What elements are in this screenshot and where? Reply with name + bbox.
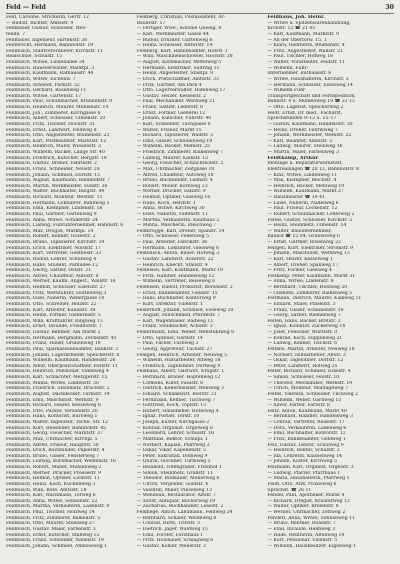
directory-entry: — Ludwig, Pfarrer, Pfarrhaus 1 — [267, 470, 341, 476]
directory-entry: — Ignaz, Konditor, Zuckerweg 14 — [267, 324, 346, 330]
directory-entry: Feldbusch, Anton, Bauer, Hofweg 3 — [136, 251, 220, 257]
directory-entry: Feldbusch, Ernst, Landwirt, Feldweg 8 — [6, 127, 97, 133]
directory-entry: Feldbusch, Karl, Postbeamter, Marktstr. 12 — [6, 138, 107, 144]
directory-entry: Feldbusch, Adolf, Oberpostschaffner, Poststr. 11 — [6, 363, 118, 369]
directory-entry: — Simon, Steinmetz, Grabstr. 11 — [136, 470, 213, 476]
directory-entry: — Martin, Maler, Farbenweg 3 — [267, 150, 339, 155]
directory-entry: Feldbusch, Witwe, Gartenstr. 17 — [6, 93, 82, 99]
directory-entry: — Wilhelm Fuhr — [267, 88, 306, 94]
directory-entry: Feldbusch, Albert, Schlosser, Ulmenstr. 20 — [6, 116, 106, 122]
directory-entry: — Josef, Fleischer, Wurststr. 9 — [267, 330, 338, 335]
directory-entry: Feldbusch, Alfred, Chauffeur, Autostr. 8 — [6, 273, 99, 279]
directory-entry: — Konrad, Organist, Orgelweg 8 — [136, 425, 213, 431]
directory-entry: — Alfred, Chauffeur, Autoweg 18 — [136, 172, 214, 178]
directory-entry: — Otto, Spinner, Garnstr. 14 — [136, 335, 203, 341]
directory-entry: Feldbusch, Elise, Näherin, Webergasse 10 — [6, 296, 105, 302]
directory-entry: — Gottfried, Koch, Topfstr. 15 — [136, 403, 207, 409]
directory-entry: Feldbusch, Fritz, Tischler, Hochstr. 31 — [6, 121, 95, 127]
directory-entry: — Johann, Werkmeister, Werkstr. 22 — [267, 133, 352, 139]
directory-entry: Feldbusch, Erich, Buchbinder, Papierstr. 4 — [6, 448, 105, 454]
directory-entry: — Paul, Friseur, Lockenstr. 12 — [267, 206, 338, 212]
directory-entry: — Konrad, Koch, Suppenweg 21 — [267, 335, 343, 341]
directory-entry: — Ignaz, Portier, Torstr. 10 — [136, 414, 200, 420]
directory-entry: — Ernst, Former, Gießerei 12 — [136, 110, 206, 116]
directory-entry: — Emil, Förster, Forsthaus 1 — [136, 532, 204, 538]
directory-entry: — Karl, Werkmeister, Gasse 44 — [136, 31, 209, 37]
directory-entry: Feldbusch, Gerhard, Rosenweg 11 — [6, 88, 87, 94]
directory-entry: Feldbusch, Willi, Kraftfahrer, Ringweg 13 — [6, 318, 103, 324]
directory-entry: Feldbusch, Otto, Angestellter, Blumenstr. 23 — [6, 133, 110, 139]
directory-entry: — Gustav, Kaufmann, Handelsstr. 30 — [267, 121, 353, 127]
directory-entry: Feldbusch, Kaufmann, Rathausstr. 44 — [6, 71, 94, 77]
directory-entry: Feltens, Martin, Arbeiter, Neuweg 18 — [267, 346, 355, 352]
column-2 — [137, 15, 264, 562]
directory-entry: — Otto, Lagerverwalter, Hafenweg 17 — [136, 88, 226, 94]
directory-entry: — Anna, Witwe, Lindenstr. 8 — [267, 279, 334, 285]
directory-entry: — Peter, Sakristan, Domweg 9 — [136, 453, 208, 459]
directory-entry: — Fertiger, Wwe., Kolonie Queelg. 8 — [136, 26, 222, 32]
directory-entry: — Fritz, Former, Gießweg 4 — [267, 268, 332, 274]
directory-entry: Feldbusch, Werner, Kaufm. Angest., Wallstr. 16 — [6, 279, 116, 285]
directory-entry: Feldbrecht, Hermann, Bahnhofstr. 19 — [6, 43, 94, 49]
directory-entry: — Minna, Wäscherin, Bleichweg 7 — [136, 223, 217, 229]
directory-entry: Feldbusch, Ludwig, Fuhrunternehmer, Hafenstr. 6 — [6, 223, 124, 229]
directory-entry: — Hermann, Schlosser, Eisenweg 14 — [267, 82, 353, 88]
directory-entry: — Hilde, Rentnerin, Altenweg 19 — [267, 532, 345, 538]
directory-entry: Feldbusch, Max, Drogist, Marktpl. 14 — [6, 228, 94, 234]
directory-entry: Sprechst. ☎ 26 11 — [267, 487, 312, 493]
directory-entry: — Zacharias, Buchhändler, Lesestr. 2 — [136, 504, 224, 510]
directory-entry: — Hermann, Lokführer, Gleisweg 8 — [136, 245, 219, 251]
directory-entry: Feldbusch, Franz, Schneider, Nadelstr. 19 — [6, 538, 104, 544]
directory-entry: Feldbusch, Hausverwalter, Marktpl. 3 — [6, 65, 95, 71]
directory-entry: Feldbusch, Georg, Fleischer, Marktstr. 37 — [6, 431, 103, 437]
directory-entry: Feldbusch, Erich, Elektriker, Nordstr. 17 — [6, 245, 101, 251]
directory-entry: Realschule, Schulstr. 15 — [6, 54, 63, 60]
directory-entry: — Conrad, Hirte, Triftstr. 3 — [136, 521, 200, 527]
directory-entry: Feldbusch, Karl, Wachmann, Torweg 6 — [6, 493, 96, 499]
directory-entry: Feldbusch, Fritz, Zimmerer, Balkenstr. 5 — [6, 515, 101, 521]
directory-entry: — Dietrich, Kellermeister, Weinweg 3 — [136, 386, 224, 392]
directory-entry: — Karl, Kaufmann, Marktstr. 9 — [267, 31, 339, 37]
directory-entry: — Paul, Arbeiter, Fabrikstr. 36 — [136, 240, 208, 245]
directory-entry: Feldbusch, Richard, Heizer, Kesselweg 6 — [6, 403, 101, 409]
directory-entry: Feldbusch, Ernst, Invalide, Friedhofstr. 7 — [6, 324, 102, 330]
directory-entry: — Emil, Glaser, Scheibenweg 19 — [136, 138, 213, 144]
directory-entry: Feldt, Otto, Arzt, Praxisweg 6 — [267, 481, 337, 487]
directory-entry: — Wilhelm, Bäcker, Mehlstr. 25 — [136, 144, 211, 150]
directory-entry: — August, Korbmacher, Mittelweg 5 — [136, 60, 222, 65]
directory-entry: Bauhof ☎ 12 04, Grubenweg 6 — [267, 234, 340, 240]
directory-entry: — Hubert, Hausdiener, Hotelweg 4 — [136, 408, 219, 414]
directory-entry: Kronstr. 12 ☎ 21 45 — [267, 26, 316, 32]
directory-entry: — Georg, Fleischer, Schlachthofstr. 2 — [136, 161, 224, 167]
directory-entry: — Robert, Müller, Kornweg 23 — [136, 183, 208, 189]
directory-entry: — Gustav, Landwirt, Ackerstr. 22 — [136, 256, 214, 262]
directory-entry: Feldbusch, Otto, Maurer, Steinweg 27 — [6, 521, 95, 527]
directory-entry: Feldbusch, August, Dachdecker, Turmstr. 14 — [6, 391, 110, 397]
directory-entry: — Peter, Landwirt, Hofweg 25 — [267, 363, 338, 369]
directory-entry: Feldgen, Heinrich, Arbeiter, Neuweg 5 — [136, 352, 228, 358]
directory-entry: — August, Hufschmied, Pferdestr. 7 — [136, 313, 221, 319]
directory-columns — [6, 15, 394, 562]
directory-entry: — Friedrich, Zimmerer, Balkenweg 7 — [136, 150, 223, 155]
directory-entry: — Wilhelm, Hausbesitzer, Eigenweg 1 — [267, 543, 356, 549]
directory-entry: Feldbusch, Johann, Lagerarbeiter, Speicherstr. 8 — [6, 352, 120, 358]
directory-entry: — Johann, Kutscher, Fuhrstr. 40 — [136, 116, 212, 122]
directory-entry: — Heinz, Schlosser, Ritterstr. 14 — [136, 43, 213, 49]
directory-entry: — Reinhold, Totengräber, Friedhof 1 — [136, 465, 222, 470]
running-head-left: Feld — Feld — [6, 4, 46, 11]
directory-entry: Felten, Hans, Bäcker, Brotstr. 2 — [267, 318, 341, 324]
directory-entry: Feldbusch, Ernst, Kutscher, Stallweg 12 — [6, 532, 100, 538]
directory-entry: Feltmann, Dietrich, Maurer, Kalkweg 11 — [267, 296, 362, 302]
directory-entry: Feldbusch, Gustav, Dreher, Fabrikstr. 2 — [6, 161, 97, 167]
directory-entry: Feldbusch, Max, Uhrmacher, Kirchpl. 5 — [6, 436, 98, 442]
directory-entry: — Kurt, Direktor, Villenstr. 1 — [136, 301, 204, 307]
directory-entry: Feldbusch, Anna, Witwe, Schillerstr. 24 — [6, 217, 98, 223]
directory-entry: Feldbauer, Ingenieur, Hirtenstr. 38 — [6, 37, 88, 43]
directory-entry: Feldbusch, Witwe, Eichenw. 7 — [6, 76, 76, 82]
column-1 — [6, 15, 133, 562]
directory-entry: Feldbusch, Rudolf, Lehrer, Schulweg 4 — [6, 256, 97, 262]
directory-entry: — Conrad, Vertreter, Reisestr. 17 — [267, 420, 345, 425]
directory-entry: Feldbusch, Heinrich, Maurer, Mühlenstr. 14 — [6, 105, 109, 110]
directory-entry: — Heinrich, Knecht, Stallstr. 4 — [136, 262, 208, 268]
directory-entry: Fenderl, Anna, Witwe, Sonnenweg 11 — [267, 515, 356, 521]
directory-entry: — Bernhard, Tischler, Holzweg 20 — [267, 285, 348, 290]
directory-entry: — Fritz, Holzhauer, Schlagweg 6 — [136, 538, 214, 544]
directory-entry: — Wilhelm, Hilfsarbeiter, Altweg 18 — [136, 358, 221, 364]
directory-entry: Feldbauer, Gustav, Schlosser, Wes- — [6, 26, 87, 32]
directory-entry: Fendel, Paul, Apotheker, Markt 4 — [267, 493, 345, 499]
directory-entry: — Richard, Tapezierer, Wallstr. 3 — [136, 133, 213, 139]
directory-entry: Feldbusch, Hermann, Bergmann, Zechenstr. 41 — [6, 335, 117, 341]
directory-entry: Felderhoff, Johann, Schmied, Esseweg 20 — [136, 307, 234, 313]
directory-entry: Feldbusch, Heinrich, Maler, Wiesenstr. 3 — [6, 144, 101, 150]
directory-entry: — Otto, Schlosser, Feilenweg 5 — [136, 234, 210, 240]
page-number: 30 — [385, 4, 394, 11]
directory-entry: — Valentin, Maler, Pinselweg 13 — [136, 487, 212, 493]
directory-entry: Feltes, Gustav, Schlosser, Kirchstr. 5 — [267, 217, 353, 223]
directory-entry: — Matthias, Rektor, Schulpl. 1 — [136, 436, 208, 442]
directory-entry: Feldbusch, Heinz, Koch, Küchenweg 3 — [6, 481, 96, 487]
directory-entry: — Albert, Dreher, Spanweg 17 — [267, 262, 339, 268]
directory-entry: Feldhege, Anton, Landmann, Feldweg 24 — [136, 510, 233, 515]
directory-entry: — Walter, Optiker, Brillenstr. 8 — [267, 504, 339, 510]
directory-entry: Feldbusch, Minna, Witwe, Lindenstr. 30 — [6, 380, 99, 386]
directory-entry: — Wendelin, Restaurator, Altstr. 7 — [136, 493, 216, 499]
directory-entry: Feldbusch, Hans, Student, Parkallee 12 — [6, 262, 99, 268]
directory-entry: Feldbusch, Gustav, Rentner, Am Markt 2 — [6, 330, 101, 335]
directory-entry: — Max, Uhrmacher, Zeitgasse 10 — [136, 166, 215, 172]
directory-entry: Feldbusch, Helmut, Schlosser, Eisenstr. 27 — [6, 285, 106, 290]
directory-entry: — Franz, Sattler, Lederstr. 8 — [136, 105, 203, 110]
directory-entry: — Ulrich, Monteur, Montageweg 7 — [267, 386, 349, 392]
directory-entry: Feldbusch, Kurt, Reisender, Bahnhofstr. 45 — [6, 425, 107, 431]
directory-entry: — Dora, Verkäuferin, Ladenweg 6 — [267, 425, 347, 431]
directory-entry: — Norbert, Kaplan, Pfarrweg 3 — [136, 442, 210, 448]
directory-entry: Feldbusch, Friedrich, Kutscher, Bergstr. 19 — [6, 155, 107, 161]
directory-entry: Feldbusch, Heinrich, Pensionär, Villenweg 4 — [6, 369, 109, 375]
directory-entry: Feldbusch, Paul, Schuhmacher, Brunnenstr. 9 — [6, 99, 113, 105]
directory-entry: Feltz, Anton, Kaufmann, Markt 40 — [267, 408, 347, 414]
directory-entry: Feldbusch, Anna, Witwe, Sonnenstr. 22 — [6, 498, 98, 504]
directory-entry: Felzmann, Karl, Organist, Orgelstr. 3 — [267, 465, 354, 470]
directory-entry: — Richard, Drogist, Kräuterweg 13 — [267, 498, 350, 504]
directory-entry: — Fritz, Bankbeamter, Geldweg 1 — [267, 436, 346, 442]
directory-entry: Feldhaus, Albert, Gastwirt, Krugstr. 1 — [136, 369, 225, 375]
directory-entry: Feldbusch, Arbeiter, Parkstr. 52 — [6, 82, 80, 88]
directory-entry: Feldberg, Christian, Postassistent, Ar- — [136, 15, 226, 20]
directory-entry: Feldbusch, Walter, Ingenieur, Techn. Str. 12 — [6, 420, 108, 425]
directory-entry: — Ferdinand, Kellner, Tischweg 7 — [136, 397, 216, 403]
directory-entry: — Walter, Friseur, Markt 15 — [136, 127, 202, 133]
directory-entry: Feldbusch, Karl, Arbeiter, Kanalstr. 38 — [6, 307, 96, 313]
directory-entry: — Hans, Buchhalter, Kontorweg 9 — [136, 296, 216, 302]
directory-entry: — Ernst, Bankbeamter, Geldstr. 15 — [136, 290, 218, 296]
directory-entry: — Joseph, Küster, Kirchgasse 2 — [136, 420, 210, 425]
directory-entry: Feldbusch, Emil, Maschinist, Werkstr. 9 — [6, 397, 99, 403]
header-rule — [6, 13, 394, 14]
directory-entry: Montage u. Reparaturwerkstatt, — [267, 161, 343, 167]
directory-entry: — Johann, Küster, Kirchweg 5 — [267, 459, 337, 465]
directory-entry: — Theodor, Bildhauer, Atelierweg 6 — [136, 476, 220, 482]
directory-entry: — Erich, Postschaffner, Amtsstr. 33 — [136, 76, 219, 82]
directory-entry: — Paul, Färber, Farbweg 2 — [136, 341, 199, 347]
directory-entry: unternehmer, Rathausstr. 6 — [267, 71, 332, 77]
directory-entry: — Anna, Witwe, Kirchweg 30 — [136, 206, 205, 212]
directory-entry: — Ludwig, Maurer, Steinweg 16 — [267, 144, 343, 150]
directory-entry: — Walter, Bauunternehmer, — [267, 228, 332, 234]
directory-entry: — Dietrich, Jäger, Waldweg 15 — [136, 526, 208, 532]
directory-entry: Feldbusch, Georg, Sattler, Oststr. 21 — [6, 268, 91, 274]
directory-entry: Feldeisen, Karl, Kaufmann, Markt 19 — [136, 268, 223, 274]
directory-entry: — Witwe u. Spitzenwarenhandlung, — [267, 20, 351, 26]
directory-entry: — Johann, Maschinist, Werkweg 13 — [267, 251, 350, 257]
directory-entry: — Kinz, Witwe, Lindenweg 11 — [267, 172, 338, 178]
directory-entry: — Werner, Uhrmacher, Zeitweg 2 — [267, 510, 346, 515]
directory-entry: — Karl, Wagenbauer, Radweg 11 — [136, 318, 214, 324]
directory-entry: — Ludwig, Kellner, Tischstr. 6 — [267, 341, 338, 347]
directory-entry: — Bruno, Rentner, Ruhestr. 7 — [267, 521, 336, 527]
directory-entry: — Gustav, Heizer, Kesselstr. 2 — [136, 93, 206, 99]
directory-entry: — Theodor, Mechaniker, Werkstr. 19 — [267, 380, 353, 386]
directory-entry: — Rudolf, Richter, Amtsstr. 9 — [6, 20, 74, 26]
directory-entry: Feldbusch, Robert, Müller, Mühlenweg 2 — [6, 465, 102, 470]
directory-entry: — Quirin, Glöckner, Turmweg 2 — [136, 459, 211, 465]
directory-entry: Feldbrügge, Karl, Dreher, Spanstr. 14 — [136, 228, 225, 234]
directory-entry: — Georg, Appreteur, Tuchstr. 27 — [136, 346, 213, 352]
directory-entry: Feldbusch, Emil, Klempner, Lindenstr. 18 — [6, 206, 103, 212]
directory-entry: Feldbusch, Hermann, Lokführer, Bahnweg 5 — [6, 200, 110, 206]
directory-entry: — Rudolf, Drucker, Gartenweg 6 — [136, 37, 213, 43]
directory-entry: — Clemens, Küfer, Fassstr. 6 — [136, 380, 204, 386]
directory-entry: — Xaver, Färber, Farbstr. 8 — [267, 403, 330, 409]
directory-entry: Feldbusch, Helmut, Optiker, Lichtstr. 11 — [6, 476, 100, 482]
directory-entry: Feldbusch, Johann, Schmied, Dorfstr. 15 — [6, 172, 101, 178]
directory-entry: — Eduard, Schankwirt, Bierstr. 21 — [136, 391, 217, 397]
directory-entry: Feldbusch, Gustav, Maler, Farbenstr. 3 — [6, 526, 96, 532]
directory-entry: — Werner, Drucker, Satzstr. 9 — [136, 189, 206, 195]
directory-entry: — Walter, Vorarbeiter, Feldstr. 11 — [267, 60, 345, 65]
column-3 — [267, 15, 394, 562]
directory-entry: Feldbusch, Ludwig, Korbmacher, Weidenstr. 16 — [6, 459, 116, 465]
directory-entry: Felz, Gustav, Lehrer, Schulweg 9 — [267, 442, 344, 448]
directory-entry: — Gustav, Köhler, Meilerstr. 2 — [136, 543, 207, 549]
directory-entry: — Bernhard, Brauer, Hopfenweg 12 — [136, 375, 221, 380]
directory-entry: — Leonhard, Lehrer, Schulstr. 16 — [136, 431, 214, 437]
directory-entry: — Karl, Beamter, Amtsstr. 5 — [267, 138, 333, 144]
directory-entry: — Wilhelm, Vertreter, Reiseweg 6 — [136, 279, 216, 285]
directory-entry: Feld, Caroline, Strickerin, Gertr. 12 — [6, 15, 89, 20]
directory-entry: — Wilhelm, Weber, Garnweg 15 — [267, 397, 342, 403]
directory-entry: — Heinrich, Rektor, Schulstr. 2 — [267, 448, 340, 454]
directory-entry: — Emil, Buchhalter, Kontorstr. 12 — [267, 431, 346, 437]
directory-entry: — Georg, Sattler, Riemenweg 7 — [267, 313, 341, 319]
directory-entry: Feldbusch, Stadtverordneter, Kirchstr. 11 — [6, 48, 103, 54]
directory-entry: — Oskar, Tagelöhner, Dorfstr. 12 — [267, 358, 344, 364]
directory-entry: Sprechstunden 9–12 u. 15–17 — [267, 116, 337, 122]
directory-entry: Feldbusch, Otto, Packer, Versandstr. 20 — [6, 408, 98, 414]
directory-entry: Feldbusch, Bruno, Glaser, Fensterweg 7 — [6, 453, 100, 459]
directory-entry: Feldbusch, Wilhelm, Bäcker, Lange Str. 40 — [6, 150, 105, 155]
directory-entry: — Luise, Näherin, Nadelweg 6 — [267, 200, 339, 206]
directory-entry: — Franz, Glaser, Scheibenstr. 16 — [267, 307, 344, 313]
directory-entry: Feldbusch, Martha, Verkäuferin, Ladenstr. 8 — [6, 504, 110, 510]
directory-entry: — Ulrich, Vergolder, Goldstr. 4 — [136, 481, 209, 487]
directory-entry: — Karl, Schneider, Tuchgasse 6 — [136, 121, 211, 127]
directory-entry: — Willi, Maschinenschlosser, Hochstr. 28 — [136, 54, 233, 60]
directory-entry: Feldhaus, Joh. Heinr. — [267, 15, 325, 20]
directory-entry: Feldbusch, Kurt, Vertreter, Goethestr. 33 — [6, 251, 102, 257]
directory-entry: Feldbusch, Martin, Werkmeister, Südstr. 36 — [6, 183, 108, 189]
directory-entry: — An der Obertorw. 15, 1 — [267, 37, 327, 43]
directory-entry: — Wilhelm, Fuhr- — [267, 65, 309, 71]
directory-entry: Feldbusch, Johann, Schmied, Ambossweg 1 — [6, 543, 108, 549]
directory-entry: — Klara, Rentnerin, Blumenstr. 4 — [267, 43, 345, 49]
directory-entry: Feldbusch, Otto, Schreiner, Holzstr. 22 — [6, 301, 97, 307]
directory-entry: Felter, Richard, Schmied, Essestr. 4 — [267, 369, 351, 375]
directory-entry: — Hans, Koch, Herdstr. 1 — [136, 200, 196, 206]
directory-entry: — Paul, Mechaniker, Werkweg 21 — [136, 99, 215, 105]
directory-entry: — Hermann, Elektriker, Südring 11 — [136, 65, 220, 71]
directory-entry: — Ida, Lehrerin, Klassenweg 14 — [267, 453, 342, 459]
directory-entry: — Ernst, Gärtner, Rosenweg 22 — [267, 240, 341, 245]
directory-entry: Elektroanlagen ☎ 20 12, Bahnhofstr. 8 — [267, 166, 359, 172]
directory-entry: Transportgeschäft und Fernspedition, — [267, 93, 356, 99]
directory-entry: Feldbusch, Werner, Drucker, Pressestr. 9 — [6, 470, 102, 476]
directory-entry: Feldbusch, August, Kaufmann, Bahnhofstr. 7 — [6, 178, 111, 184]
directory-entry: Feldbusch, Hans, Kontorist, Büroweg 1 — [6, 414, 98, 420]
directory-entry: — Karl, Heizer, Kesselweg 1 — [267, 256, 334, 262]
directory-entry: Feldermann, Emil, Weber, Webstuhlweg 8 — [136, 330, 235, 335]
directory-entry: — Bernhard, Händler, Handelsweg 3 — [267, 414, 354, 420]
directory-entry: — Maria, Haushälterin, Pfarrweg 1 — [267, 476, 350, 482]
directory-entry: — Hausmeister ☎ 19 41 — [267, 195, 325, 200]
directory-entry: — Xaver, Antiquar, Bücherweg 19 — [136, 498, 216, 504]
directory-entry: Feldbusch, Richard, Monteur, Weststr. 11 — [6, 195, 103, 200]
directory-entry: Feldbusch, Paul, Sparkassenbeamter, Bankstr. 3 — [6, 346, 119, 352]
directory-entry: — Heinz, Dreher, Fabrikweg 7 — [267, 127, 338, 133]
directory-entry: Feltes, Valentin, Schneider, Tuchweg 2 — [267, 391, 358, 397]
directory-entry: — Oskar, Vikar, Kapellenstr. 5 — [136, 448, 207, 454]
directory-entry: — Heinz, Steinmetz, Ulmenstr. 14 — [267, 223, 347, 229]
directory-entry: — Eduard, Maler, Pinselstr. 3 — [267, 301, 336, 307]
directory-entry: Feldbusch, Bruno, Tapezierer, Kirchstr. 29 — [6, 240, 105, 245]
directory-entry: — Bruno, Buchbinder, Leimstr. 4 — [136, 178, 213, 184]
directory-entry: — Friedrich, Tagelöhner, Dorfweg 9 — [136, 363, 221, 369]
directory-entry: — Fritz, Gärtner, Am Park 4 — [136, 82, 202, 88]
directory-entry: — Witwe, Haushälterin, Kirchstr. 3 — [267, 76, 349, 82]
directory-entry: Feldbusch, Franz, Hauer, Grubenweg 19 — [6, 341, 101, 347]
directory-entry: — Clemens, Zimmerer, Balkenweg 5 — [267, 290, 353, 296]
directory-entry: — Elise, Näherin, Fadenstr. 11 — [136, 211, 208, 217]
directory-entry: Feldt, Ernst, Dr. med., Facharzt, — [267, 110, 343, 116]
directory-entry: Feldeisen, Rudolf, Prokurist, Börsenstr. 2 — [136, 285, 233, 290]
directory-entry: — Max, Klempner, Blechstr. 4 — [267, 178, 337, 184]
directory-entry: Feldbusch, Paul, Gärtner, Gartenweg 9 — [6, 211, 97, 217]
directory-entry: Feltgen, Kurt, Elektriker, Stromstr. 9 — [267, 245, 354, 251]
directory-entry: tende. 7 — [6, 31, 26, 37]
directory-entry: — Emil, Invalide, Heimweg 3 — [267, 526, 336, 532]
directory-entry: Feldbusch, Witwe, Lindenallee 24 — [6, 60, 85, 65]
directory-entry: — Ludwig, Maurer, Kalkstr. 13 — [136, 155, 208, 161]
directory-entry: — Bernhard, Schäfer, Weideweg 8 — [136, 515, 217, 521]
directory-entry: Feldbusch, Joh., Zimmerer, Kirchgasse 6 — [6, 110, 101, 116]
directory-entry: — Franz, Stellmacher, Achsstr. 3 — [136, 324, 213, 330]
directory-entry: Feldbusch, Paul, Tischler, Holzweg 14 — [6, 510, 95, 515]
directory-entry: — Martha, Verkäuferin, Kaufhaus 2 — [136, 217, 220, 223]
directory-entry: Feldbusch, Franz, Schneider, Neustr. 28 — [6, 166, 100, 172]
directory-entry: Feldbusch, Wilhelm, Kaufmann, Handelsstr. 26 — [6, 358, 116, 364]
directory-entry: — Paul, Tischler, Hofweg 18 — [267, 54, 333, 60]
directory-entry: — Norbert, Hilfsarbeiter, Altstr. 3 — [267, 352, 346, 358]
directory-entry: Feldbusch, Karl, Schlachter, Metzgerstr. 15 — [6, 375, 108, 380]
directory-entry: Feldbusch, Fritz, Werkführer, Hüttenweg 3 — [6, 290, 107, 296]
directory-entry: — Heinrich, Bäcker, Mehlweg 19 — [267, 183, 345, 189]
directory-entry: Feldbusch, Walter, Buchhalter, Ringstr. 44 — [6, 189, 105, 195]
directory-entry: — Simon, Schlosser, Feilstr. 10 — [267, 375, 340, 380]
directory-entry: — Helmut, Optiker, Glasweg 16 — [136, 195, 211, 200]
directory-entry: — Fritz, Angestellter, Wallstr. 21 — [267, 48, 344, 54]
directory-entry: — Wilhelm, Kaufmann, Markt 27 — [267, 189, 344, 195]
directory-entry: Feldbusch, Willi, Bote, Amtsstr. 18 — [6, 487, 87, 493]
directory-entry: Feldberg, Kurt, Bahnbeamter, Hofstr. 1 — [136, 48, 228, 54]
directory-entry: Bauerstr. 17 — [136, 20, 166, 26]
directory-entry: Feldbusch, Heinz, Former, Gießereistr. 5 — [6, 313, 101, 319]
directory-entry: — Robert, Schuhmacher, Lederweg 2 — [267, 211, 355, 217]
directory-entry: Bahnstr. 4 u. Mühlenweg 19 ☎ 33 15 — [267, 99, 355, 105]
directory-entry: Feldbusch, Friedrich, Steinmetz, Bruchstr. 2 — [6, 386, 110, 392]
directory-entry: — Otto, Lagerist, Speicherweg 2 — [267, 105, 344, 110]
directory-entry: — Heinz, Angestellter, Stadtpl. 9 — [136, 71, 213, 77]
directory-entry: — Kurt, Pensionär, Villenstr. 5 — [267, 538, 338, 544]
directory-entry: Feldbusch, Robert, Kellner, Hotelstr. 2 — [6, 234, 96, 240]
directory-entry: — Fritz, Händler, Handelsweg 12 — [136, 273, 215, 279]
directory-entry: Feldtkamp, Arthur — [267, 155, 319, 161]
directory-entry: Feltkamp, Peter, Kaufmann, Markt 31 — [267, 273, 356, 279]
directory-entry: Feldbusch, Alfred, Friseur, Hauptstr. 58 — [6, 442, 99, 448]
